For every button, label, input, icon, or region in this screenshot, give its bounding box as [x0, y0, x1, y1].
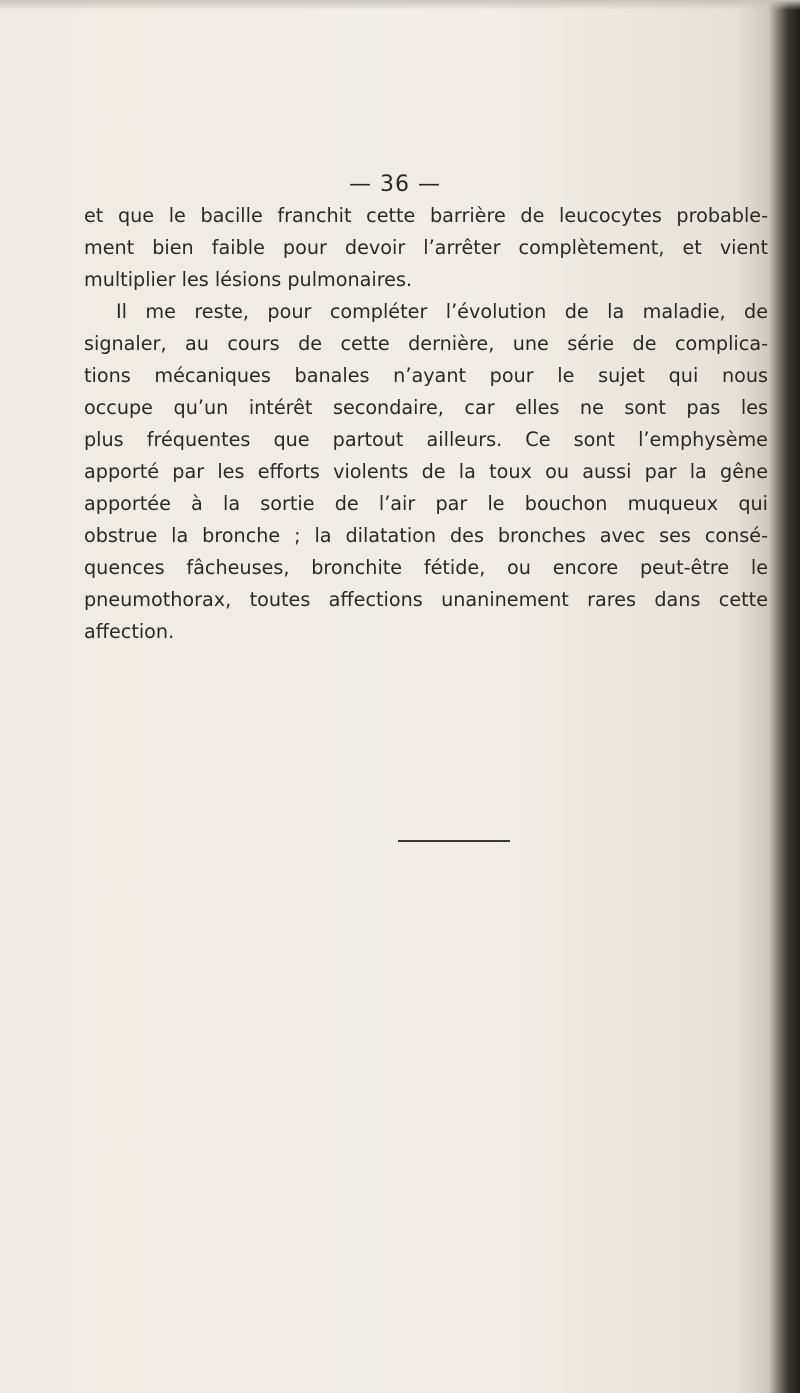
page-number: — 36 — — [349, 172, 441, 197]
text-line-6: tions mécaniques banales n’ayant pour le sujet qui nous — [84, 364, 768, 387]
text-line-9: apporté par les efforts violents de la toux ou aussi par la gêne — [84, 460, 768, 483]
text-line-12: quences fâcheuses, bronchite fétide, ou encore peut-être le — [84, 556, 768, 579]
text-line-7: occupe qu’un intérêt secondaire, car elles ne sont pas les — [84, 396, 768, 419]
text-line-11: obstrue la bronche ; la dilatation des bronches avec ses consé- — [84, 524, 768, 547]
text-line-3: multiplier les lésions pulmonaires. — [84, 268, 413, 291]
text-line-4: Il me reste, pour compléter l’évolution de la maladie, de — [116, 300, 768, 323]
text-line-13: pneumothorax, toutes affections unaninement rares dans cette — [84, 588, 768, 611]
text-line-14: affection. — [84, 620, 175, 643]
body-text — [84, 200, 768, 648]
section-end-rule — [398, 840, 510, 842]
text-line-8: plus fréquentes que partout ailleurs. Ce sont l’emphysème — [84, 428, 768, 451]
text-line-2: ment bien faible pour devoir l’arrêter complètement, et vient — [84, 236, 768, 259]
page-top-shadow — [0, 0, 800, 10]
text-line-10: apportée à la sortie de l’air par le bouchon muqueux qui — [84, 492, 768, 515]
text-line-1: et que le bacille franchit cette barrière de leucocytes probable- — [84, 204, 768, 227]
text-line-5: signaler, au cours de cette dernière, une série de complica- — [84, 332, 768, 355]
